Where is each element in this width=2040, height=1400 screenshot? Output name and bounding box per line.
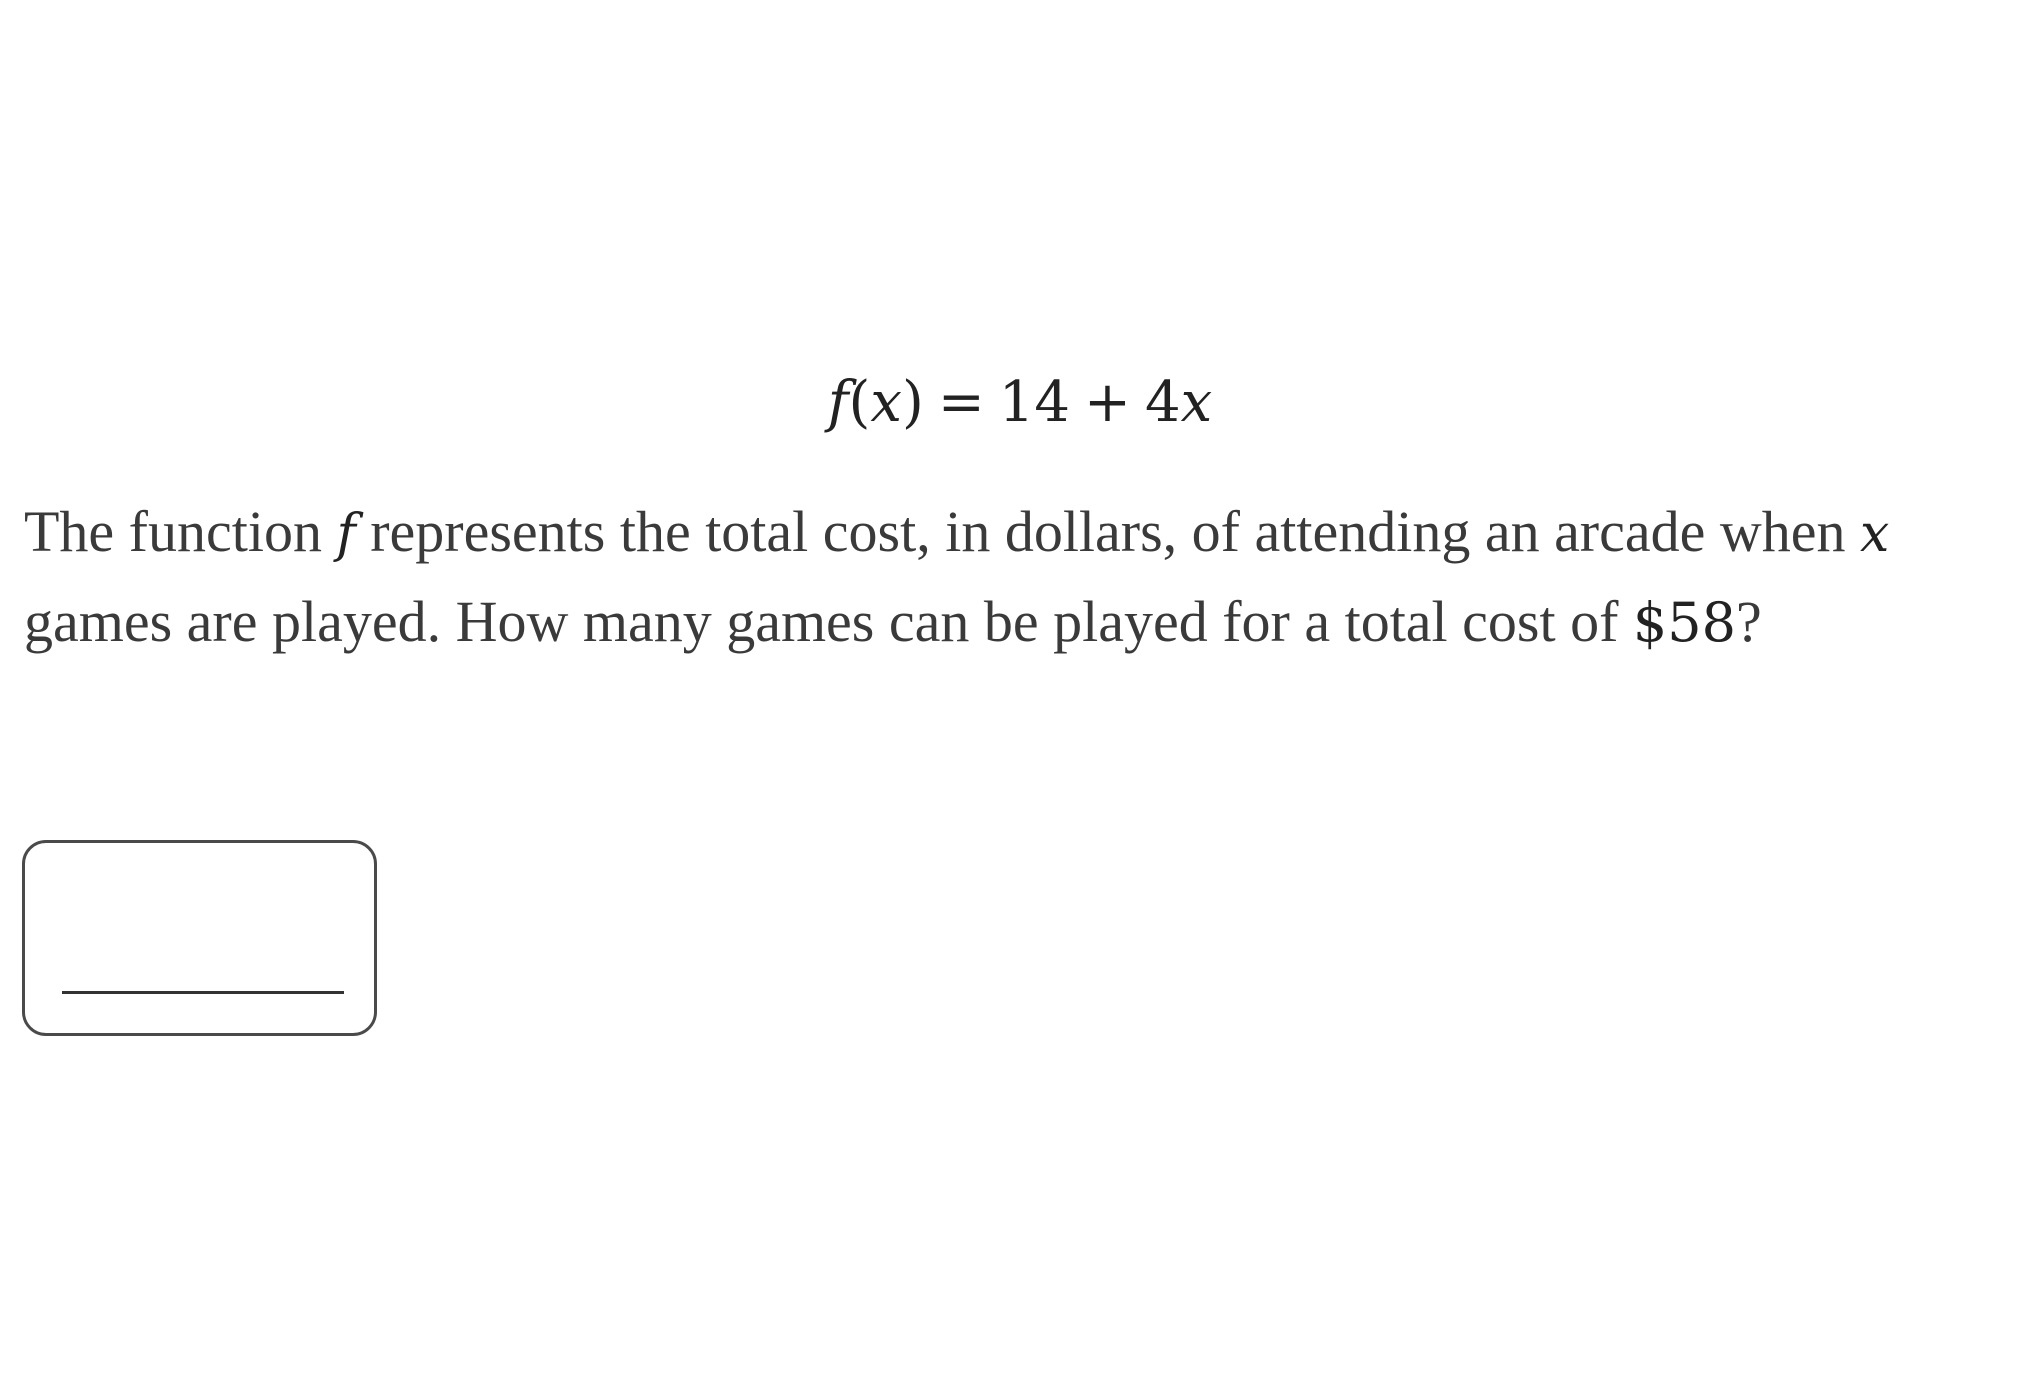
question-function-name: f xyxy=(336,504,356,564)
equation-constant: 14 xyxy=(998,370,1071,435)
question-part-1: The function xyxy=(24,499,337,564)
equation-variable-term: x xyxy=(1180,370,1213,435)
question-variable: x xyxy=(1859,504,1890,564)
question-part-2: represents the total cost, in dollars, of attending an arcade when xyxy=(355,499,1860,564)
equation-close-paren: ) xyxy=(901,370,924,435)
answer-blank-line xyxy=(62,991,344,994)
function-equation xyxy=(0,370,2040,435)
equation-equals: = xyxy=(937,370,985,435)
answer-input-box[interactable] xyxy=(22,840,377,1036)
equation-open-paren: ( xyxy=(848,370,871,435)
equation-plus: + xyxy=(1084,370,1131,435)
question-part-3: games are played. How many games can be played for a total cost of xyxy=(24,589,1633,654)
question-amount: $58 xyxy=(1632,591,1736,654)
equation-coefficient: 4 xyxy=(1144,370,1181,435)
question-text xyxy=(24,488,2019,667)
equation-function-name: f xyxy=(827,370,849,435)
equation-variable: x xyxy=(870,370,902,435)
question-part-4: ? xyxy=(1735,589,1762,654)
